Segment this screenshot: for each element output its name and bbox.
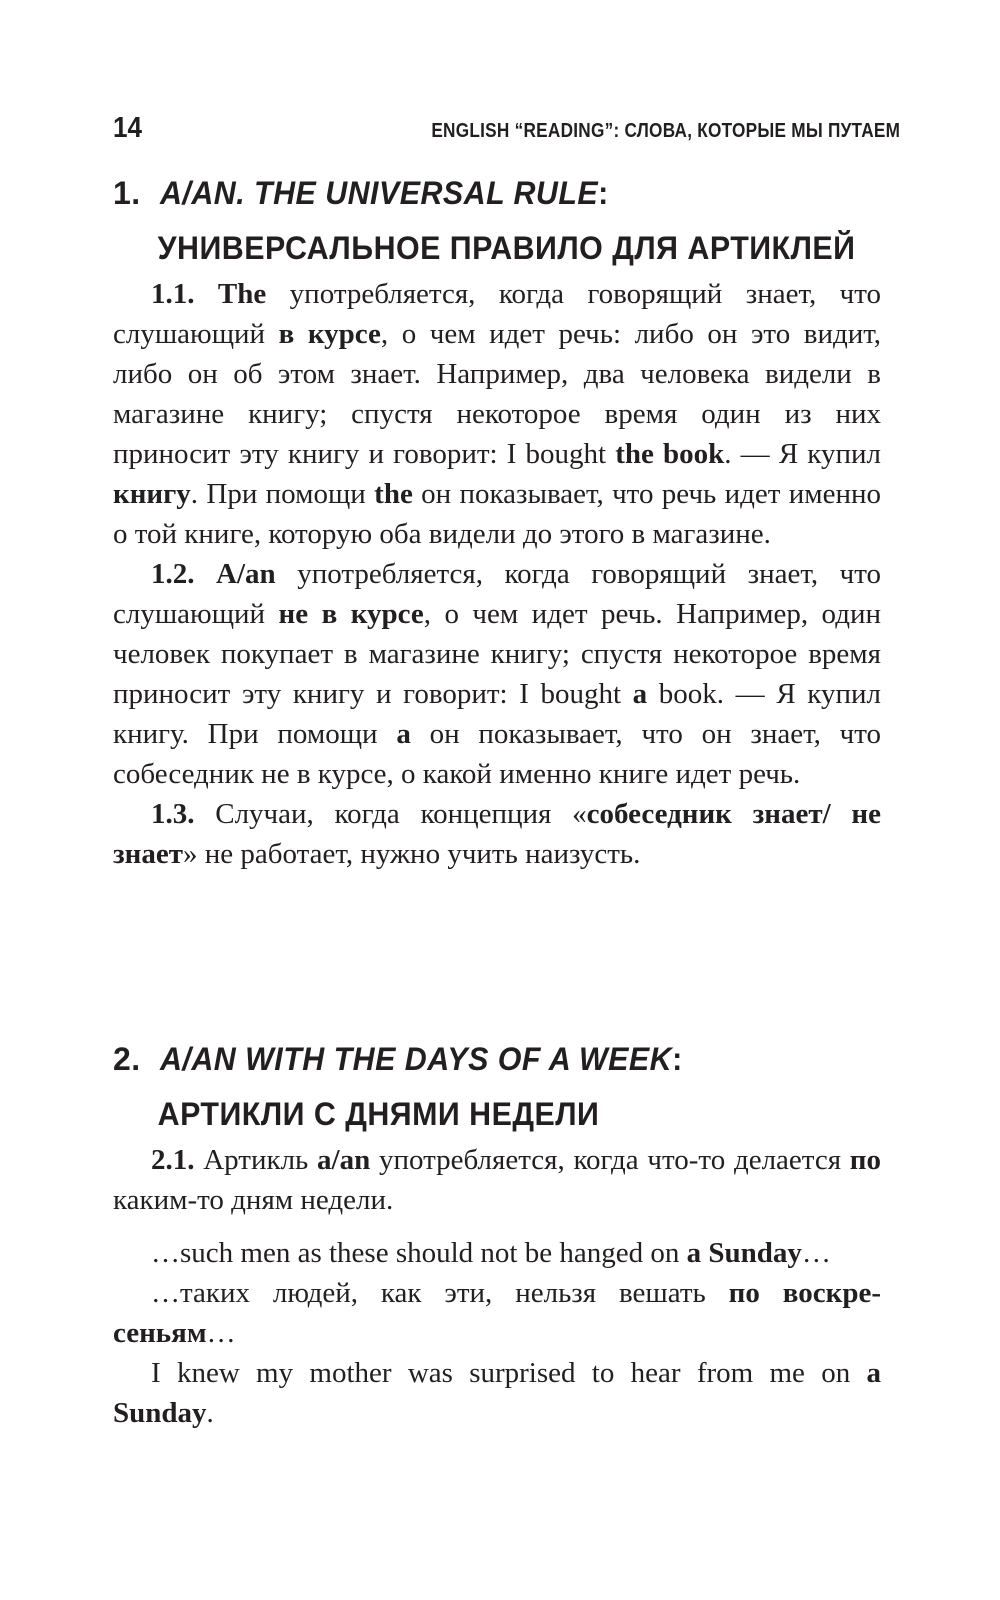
page-header (113, 112, 900, 152)
section-2-number: 2. (113, 1041, 141, 1077)
section-1-number: 1. (113, 175, 141, 211)
paragraph-2-1: 2.1. Артикль a/an употребляется, когда что-то делается по каким-то дням недели. (113, 1144, 881, 1216)
section-2-body (113, 1140, 881, 1433)
section-2-title-en: A/AN WITH THE DAYS OF A WEEK: (160, 1041, 683, 1077)
section-1-title-ru: УНИВЕРСАЛЬНОЕ ПРАВИЛО ДЛЯ АРТИКЛЕЙ (157, 230, 856, 266)
paragraph-1-2: 1.2. A/an употребляется, когда говорящий знает, что слушающий не в курсе, о чем идет речь. Например, один человек покупает в магазине книгу; спустя некоторое время приносит эту книгу и говорит: I bought a book. — Я купил книгу. При помощи a он показывает, что он знает, что собеседник не в курсе, о какой именно книге идет речь. (113, 558, 882, 790)
section-1-body (113, 274, 881, 874)
paragraph-1-3: 1.3. Случаи, когда концепция «собеседник знает/ не знает» не работает, нужно учить наизусть. (113, 798, 881, 870)
section-2-heading (113, 1032, 710, 1142)
example-russian-1: …таких людей, как эти, нельзя вешать по воскресеньям… (113, 1277, 881, 1349)
section-1-title-en: A/AN. THE UNIVERSAL RULE: (160, 175, 609, 211)
section-2-title-ru: АРТИКЛИ С ДНЯМИ НЕДЕЛИ (157, 1096, 600, 1132)
page-number: 14 (113, 112, 143, 144)
example-english-2: I knew my mother was surprised to hear from me on a Sunday. (113, 1357, 881, 1429)
running-title: ENGLISH “READING”: СЛОВА, КОТОРЫЕ МЫ ПУТАЕМ (431, 120, 900, 142)
example-english-1: …such men as these should not be hanged on a Sunday… (151, 1237, 831, 1269)
section-1-heading (113, 166, 895, 276)
paragraph-1-1: 1.1. The употребляется, когда говорящий знает, что слушающий в курсе, о чем идет речь: либо он это видит, либо он об этом знает. Например, два человека видели в магазине книгу; спустя некоторое время один из них приносит эту книгу и говорит: I bought the book. — Я купил книгу. При помощи the он показывает, что речь идет именно о той книге, которую оба видели до этого в магазине. (113, 278, 882, 550)
